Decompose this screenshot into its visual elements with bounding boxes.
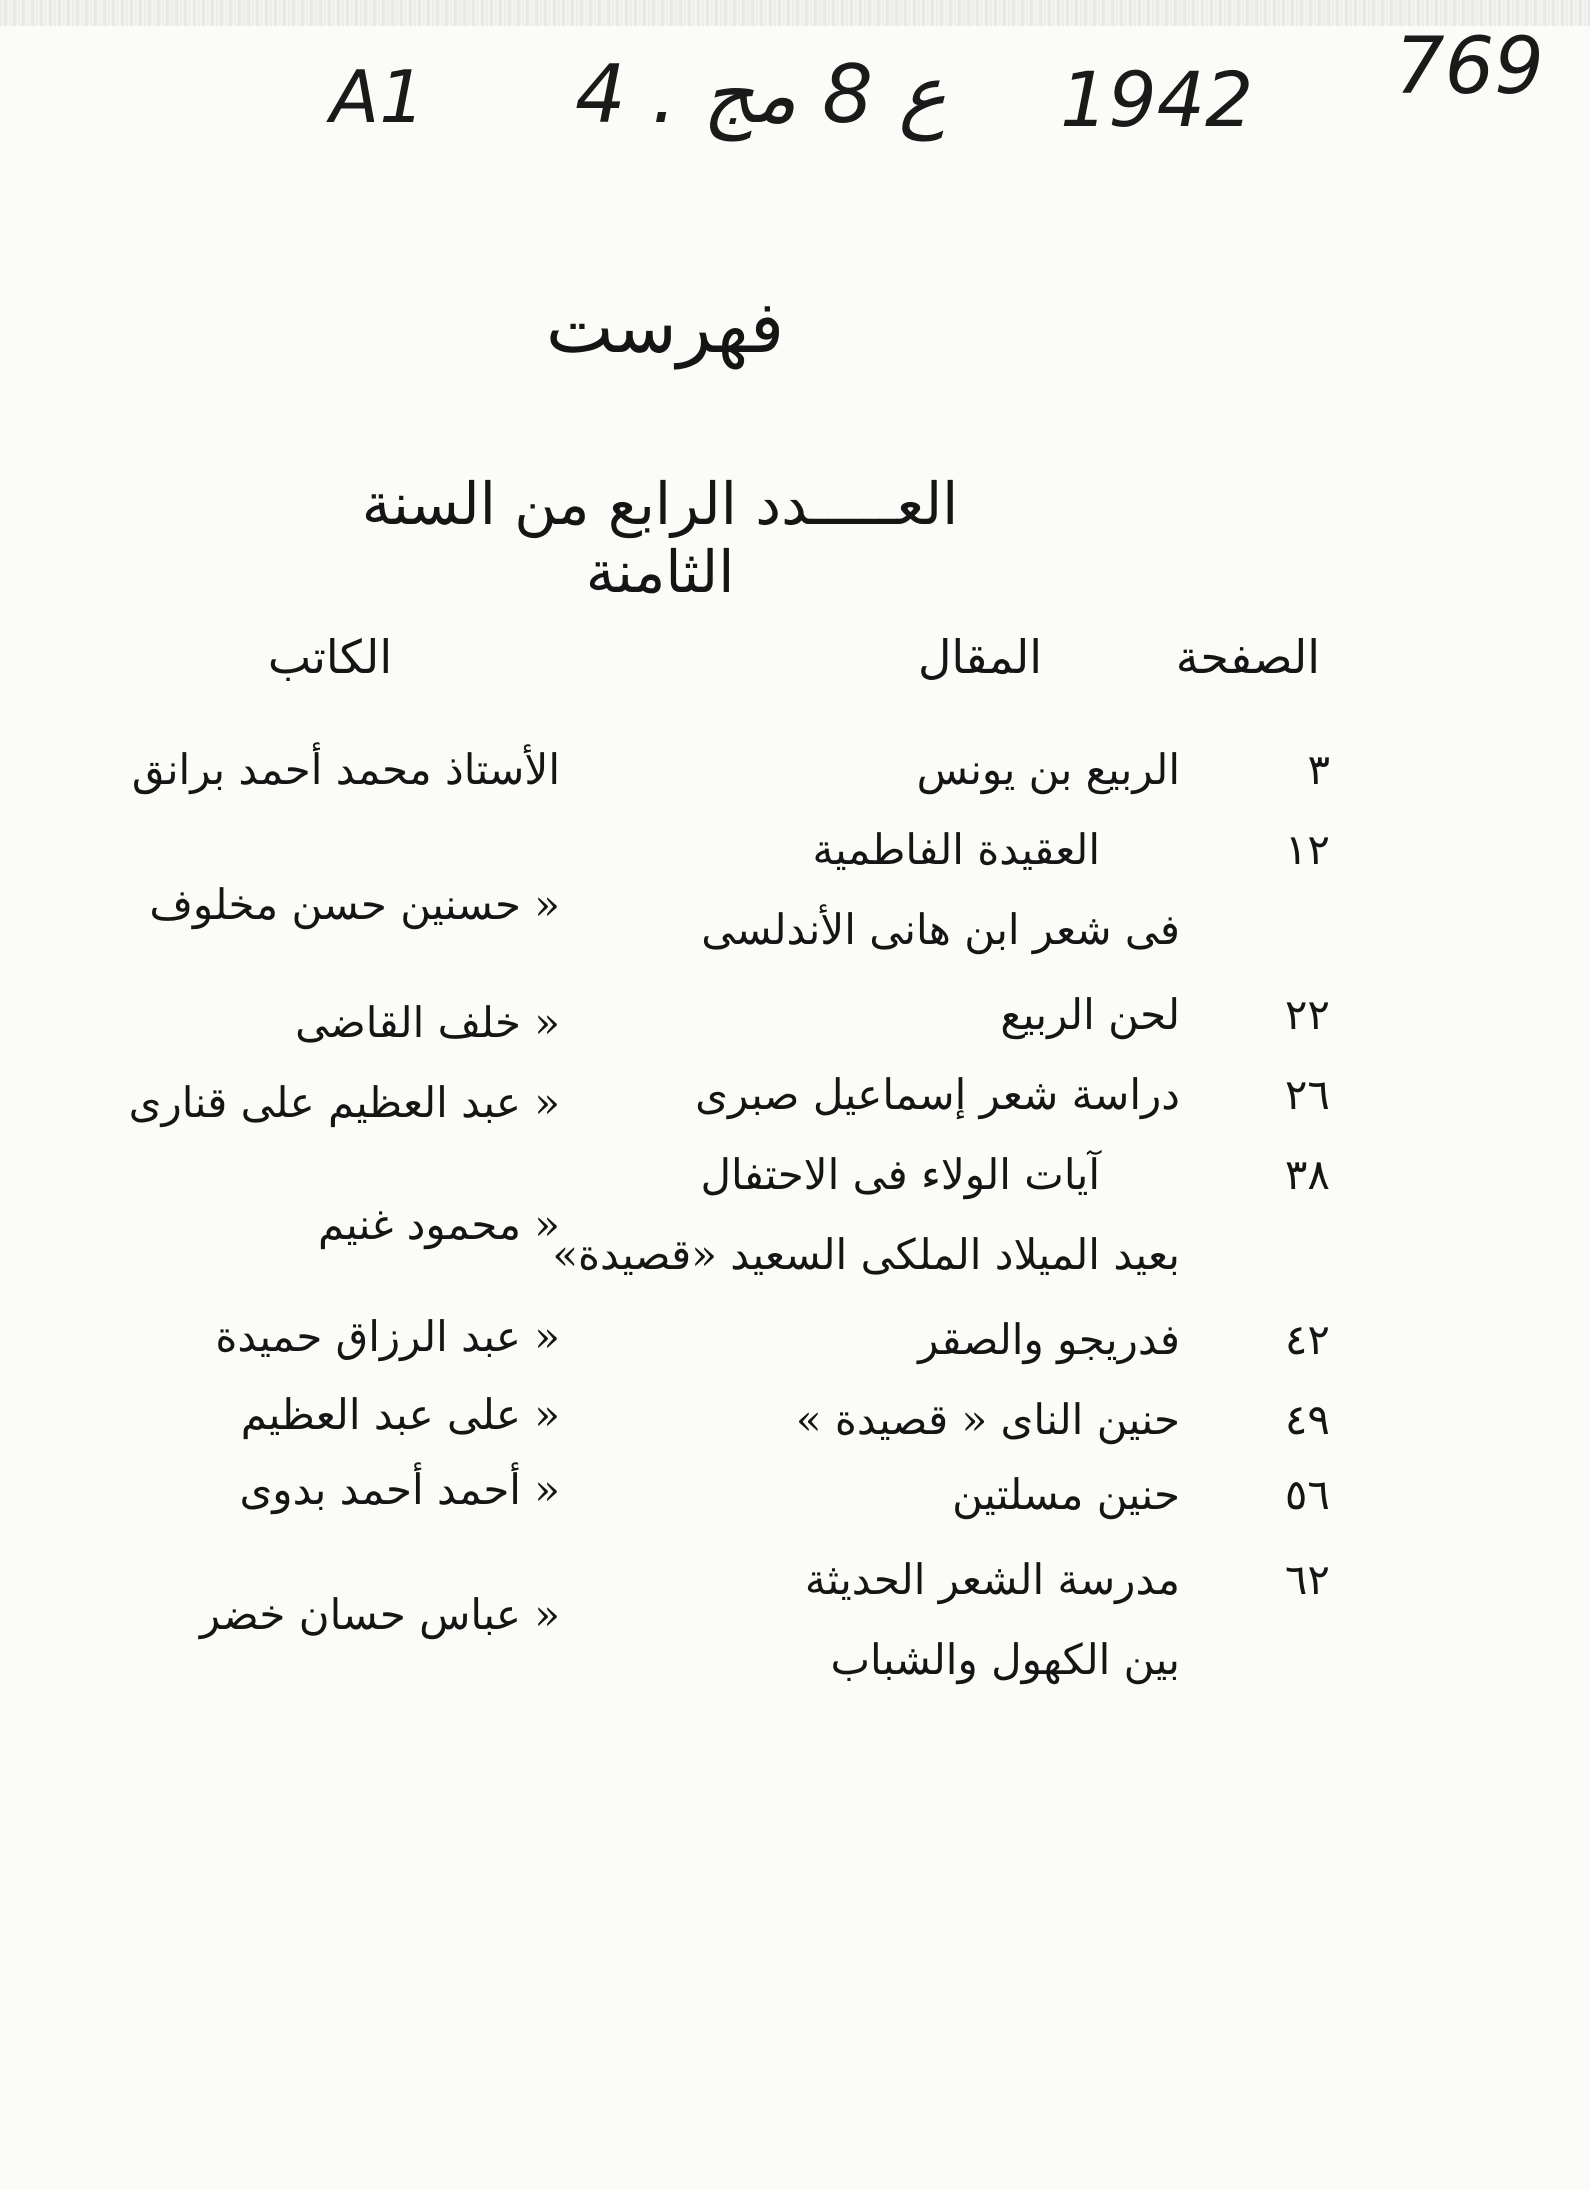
row-page-number: ٤٢ <box>1284 1315 1330 1364</box>
row-author: « أحمد أحمد بدوى <box>239 1465 560 1514</box>
row-author: « محمود غنيم <box>318 1200 560 1249</box>
row-page-number: ٣٨ <box>1284 1150 1330 1199</box>
row-author: الأستاذ محمد أحمد برانق <box>131 745 560 794</box>
row-author: « حسنين حسن مخلوف <box>149 880 560 929</box>
row-article: حنين مسلتين <box>952 1470 1180 1519</box>
row-page-number: ١٢ <box>1284 825 1330 874</box>
row-page-number: ٦٢ <box>1284 1555 1330 1604</box>
row-author: « عبد العظيم على قنارى <box>128 1078 560 1127</box>
page-subtitle: العـــــدد الرابع من السنة الثامنة <box>361 470 959 606</box>
row-author: « عباس حسان خضر <box>199 1590 560 1639</box>
handwritten-label: A1 <box>330 55 426 139</box>
header-page: الصفحة <box>1175 630 1320 684</box>
row-article: مدرسة الشعر الحديثة <box>804 1555 1180 1604</box>
handwritten-year: 1942 <box>1060 55 1254 144</box>
row-article-continuation: بين الكهول والشباب <box>830 1635 1180 1684</box>
handwritten-issue-code: 4 . ع 8 مج <box>575 48 947 141</box>
row-page-number: ٢٦ <box>1284 1070 1330 1119</box>
row-author: « خلف القاضى <box>295 998 560 1047</box>
row-page-number: ٣ <box>1307 745 1330 794</box>
row-article: آيات الولاء فى الاحتفال <box>700 1150 1100 1199</box>
row-article: حنين الناى « قصيدة » <box>795 1395 1180 1444</box>
row-page-number: ٥٦ <box>1284 1470 1330 1519</box>
row-article: العقيدة الفاطمية <box>812 825 1100 874</box>
row-article: فدريجو والصقر <box>918 1315 1180 1364</box>
row-page-number: ٢٢ <box>1284 990 1330 1039</box>
scan-border <box>0 0 1590 26</box>
row-article: دراسة شعر إسماعيل صبرى <box>695 1070 1180 1119</box>
page-title: فهرست <box>545 285 785 369</box>
row-article-continuation: بعيد الميلاد الملكى السعيد «قصيدة» <box>552 1230 1180 1279</box>
handwritten-page-number: 769 <box>1395 22 1544 112</box>
row-author: « على عبد العظيم <box>240 1390 560 1439</box>
row-article-continuation: فى شعر ابن هانى الأندلسى <box>701 905 1180 954</box>
row-page-number: ٤٩ <box>1284 1395 1330 1444</box>
header-author: الكاتب <box>267 630 393 684</box>
row-article: الربيع بن يونس <box>916 745 1180 794</box>
row-author: « عبد الرزاق حميدة <box>215 1312 560 1361</box>
row-article: لحن الربيع <box>1000 990 1180 1039</box>
header-article: المقال <box>917 630 1043 684</box>
